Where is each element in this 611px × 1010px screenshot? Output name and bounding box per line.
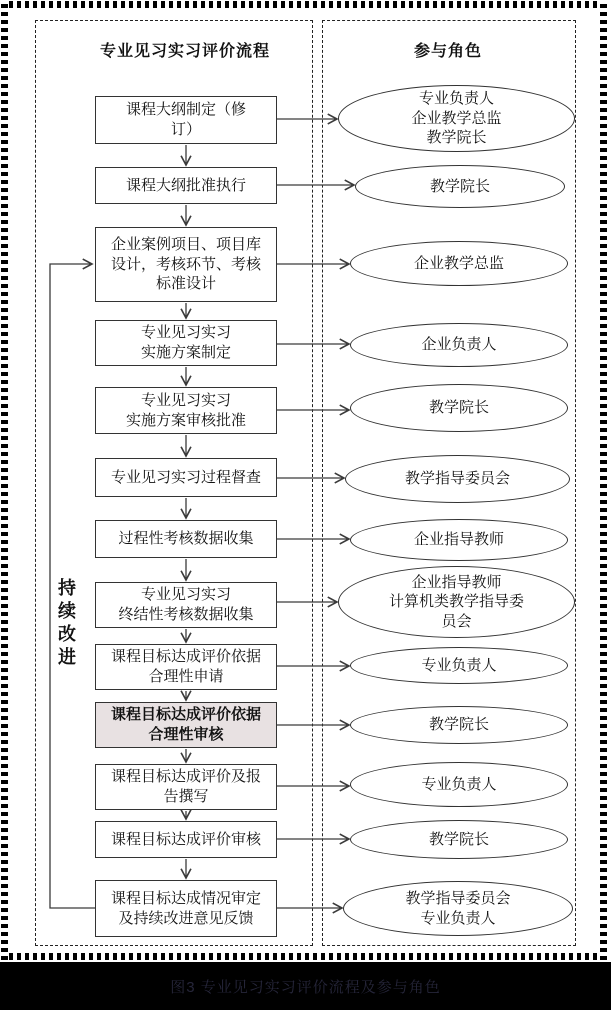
- role-ellipse: 专业负责人: [350, 647, 568, 684]
- role-ellipse: 企业负责人: [350, 323, 568, 367]
- selection-border-left: [1, 1, 8, 960]
- role-ellipse: 教学院长: [355, 165, 565, 208]
- role-ellipse: 专业负责人: [350, 762, 568, 807]
- process-box: 课程目标达成评价及报 告撰写: [95, 764, 277, 810]
- roles-panel-title: 参与角色: [413, 43, 482, 60]
- flow-panel-title: 专业见习实习评价流程: [99, 43, 270, 60]
- role-ellipse: 专业负责人 企业教学总监 教学院长: [338, 85, 575, 152]
- selection-border-top: [1, 1, 607, 8]
- role-ellipse: 企业指导教师: [350, 519, 568, 561]
- role-ellipse: 教学院长: [350, 706, 568, 744]
- role-ellipse: 教学院长: [350, 384, 568, 432]
- role-ellipse: 企业教学总监: [350, 241, 568, 286]
- process-box: 企业案例项目、项目库 设计，考核环节、考核 标准设计: [95, 227, 277, 302]
- process-box: 专业见习实习过程督查: [95, 458, 277, 497]
- process-box: 专业见习实习 实施方案审核批准: [95, 387, 277, 434]
- process-box: 专业见习实习 终结性考核数据收集: [95, 582, 277, 628]
- role-ellipse: 教学指导委员会: [345, 455, 570, 503]
- continuous-improvement-label: 持续改进: [56, 578, 76, 670]
- process-box: 课程大纲制定（修 订）: [95, 96, 277, 144]
- process-box: 专业见习实习 实施方案制定: [95, 320, 277, 366]
- process-box: 过程性考核数据收集: [95, 520, 277, 558]
- process-box: 课程目标达成评价依据 合理性审核: [95, 702, 277, 748]
- process-box: 课程目标达成评价审核: [95, 821, 277, 858]
- process-box: 课程目标达成情况审定 及持续改进意见反馈: [95, 880, 277, 937]
- role-ellipse: 教学指导委员会 专业负责人: [343, 881, 573, 936]
- figure-caption: 图3 专业见习实习评价流程及参与角色: [0, 962, 611, 1010]
- process-box: 课程大纲批准执行: [95, 167, 277, 204]
- selection-border-bottom: [1, 953, 607, 960]
- role-ellipse: 企业指导教师 计算机类教学指导委 员会: [338, 566, 575, 638]
- process-box: 课程目标达成评价依据 合理性申请: [95, 644, 277, 690]
- selection-border-right: [600, 1, 607, 960]
- role-ellipse: 教学院长: [350, 820, 568, 859]
